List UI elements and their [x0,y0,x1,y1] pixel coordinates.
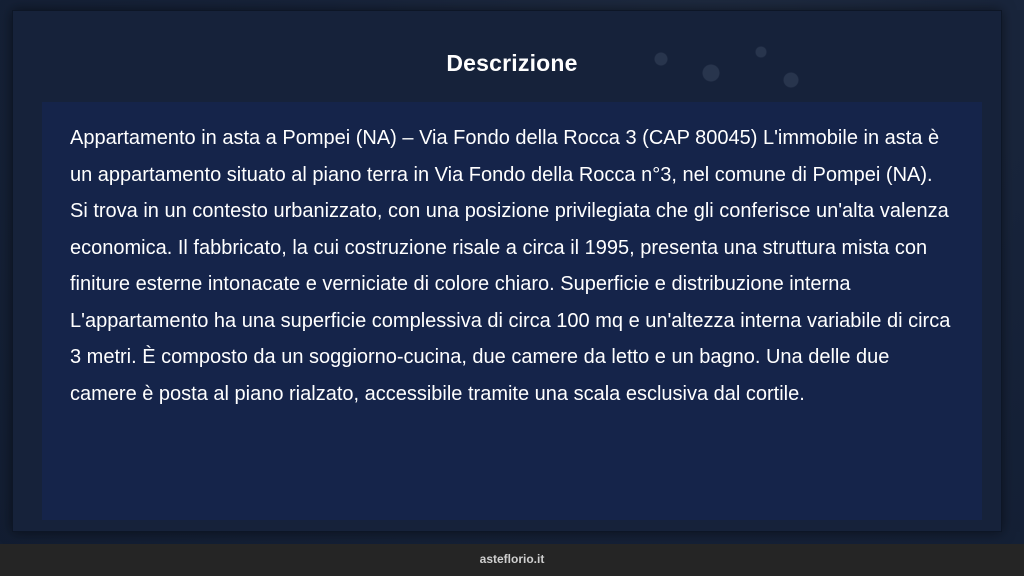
footer-site-label: asteflorio.it [479,552,545,566]
section-title: Descrizione [446,50,578,76]
description-text: Appartamento in asta a Pompei (NA) – Via Fondo della Rocca 3 (CAP 80045) L'immobile in asta è un appartamento situato al piano terra in Via Fondo della Rocca n°3, nel comune di Pompei (NA). Si trova in un contesto urbanizzato, con una posizione privilegiata che gli conferisce un'alta valenza economica. Il fabbricato, la cui costruzione risale a circa il 1995, presenta una struttura mista con finiture esterne intonacate e verniciate di colore chiaro. Superficie e distribuzione interna L'appartamento ha una superficie complessiva di circa 100 mq e un'altezza interna variabile di circa 3 metri. È composto da un soggiorno-cucina, due camere da letto e un bagno. Una delle due camere è posta al piano rialzato, accessibile tramite una scala esclusiva dal cortile. [70,127,951,405]
description-panel [42,102,982,520]
